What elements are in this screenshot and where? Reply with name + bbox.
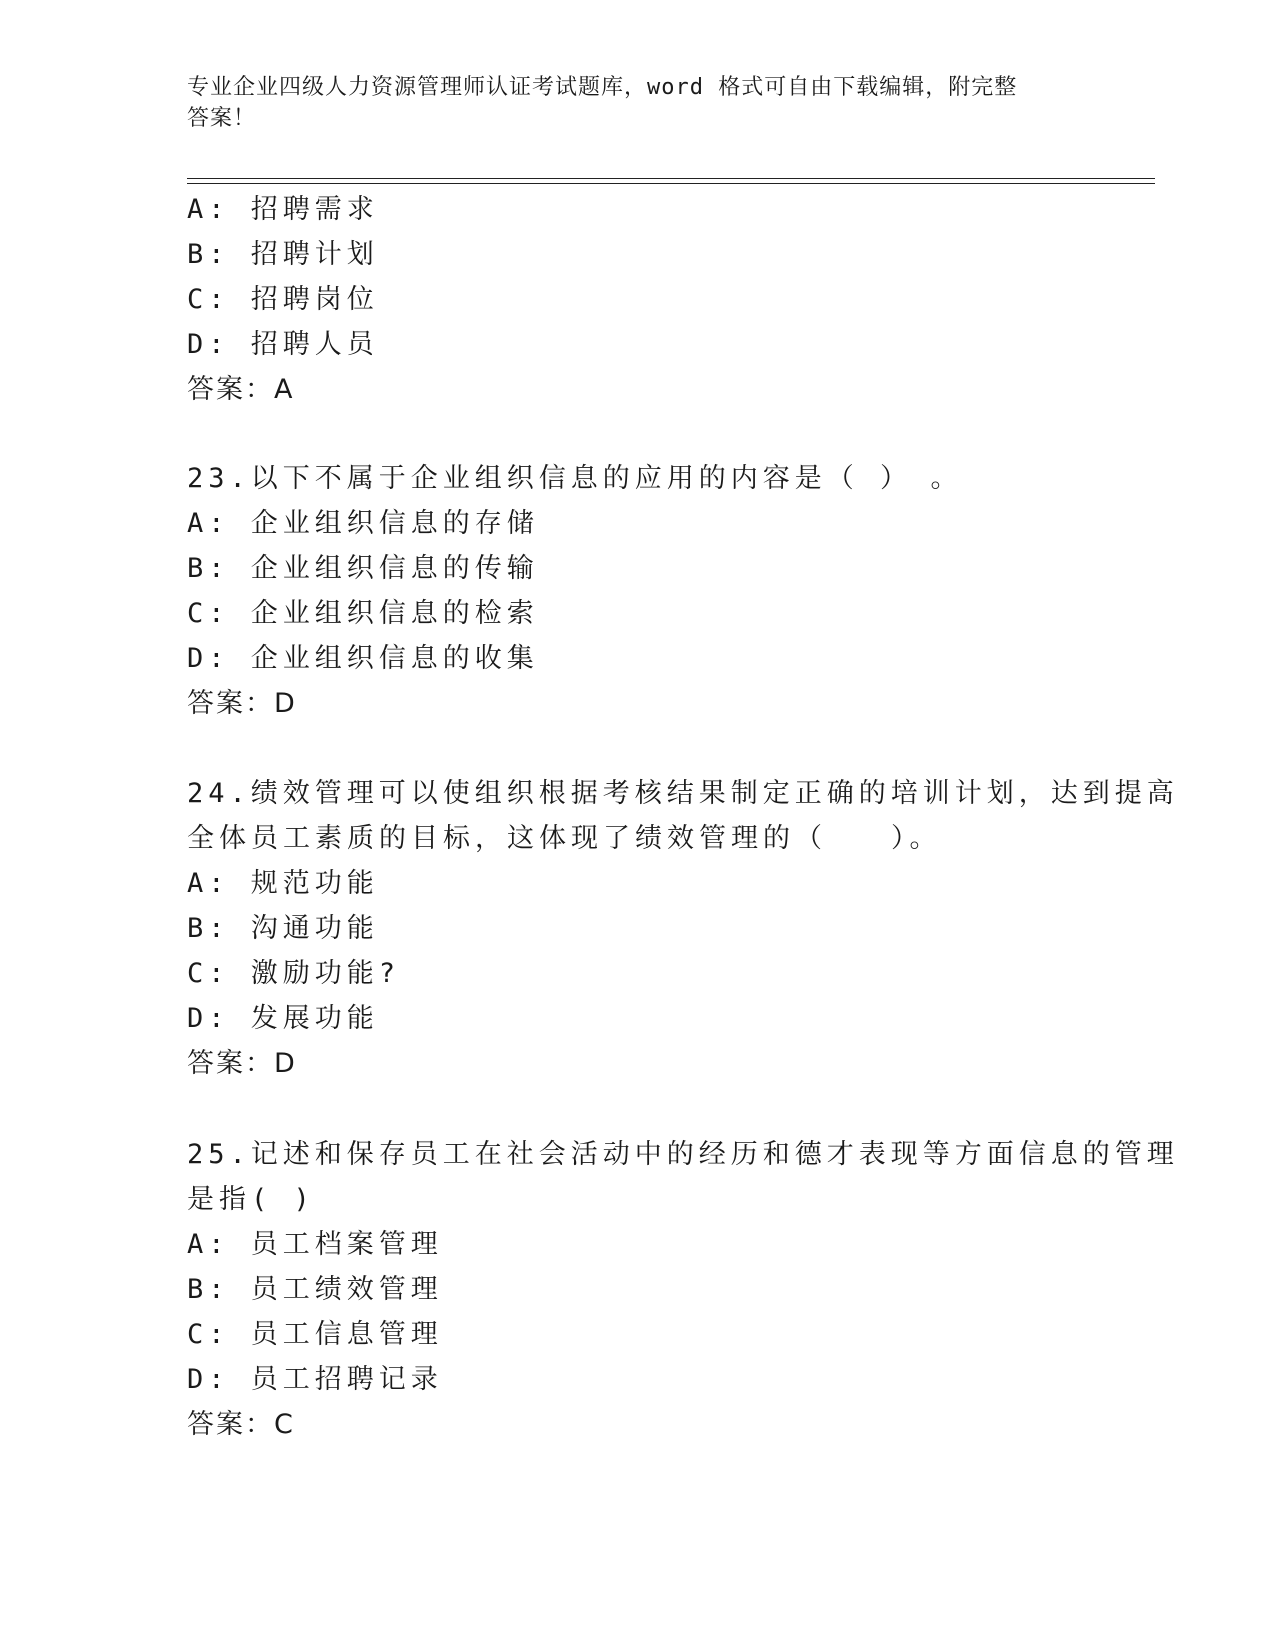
q24-option-c: C: 激励功能? bbox=[187, 958, 401, 989]
q24-option-d: D: 发展功能 bbox=[187, 1003, 379, 1034]
q25-option-c: C: 员工信息管理 bbox=[187, 1319, 443, 1350]
document-header bbox=[187, 72, 1067, 134]
q25-stem-line-1: 25.记述和保存员工在社会活动中的经历和德才表现等方面信息的管理 bbox=[187, 1139, 1179, 1170]
q23-answer: 答案：D bbox=[187, 688, 297, 719]
q22-option-d: D: 招聘人员 bbox=[187, 329, 379, 360]
q25-answer: 答案：C bbox=[187, 1409, 295, 1440]
q22-option-c: C: 招聘岗位 bbox=[187, 284, 379, 315]
q24-answer: 答案：D bbox=[187, 1048, 297, 1079]
q22-option-b: B: 招聘计划 bbox=[187, 239, 379, 270]
header-line-1: 专业企业四级人力资源管理师认证考试题库，word 格式可自由下载编辑，附完整 bbox=[187, 75, 1018, 100]
header-line-2: 答案！ bbox=[187, 106, 257, 131]
q22-option-a: A: 招聘需求 bbox=[187, 194, 379, 225]
q25-option-b: B: 员工绩效管理 bbox=[187, 1274, 443, 1305]
q25-option-d: D: 员工招聘记录 bbox=[187, 1364, 443, 1395]
q23-option-d: D: 企业组织信息的收集 bbox=[187, 643, 539, 674]
q23-option-a: A: 企业组织信息的存储 bbox=[187, 508, 539, 539]
q25-option-a: A: 员工档案管理 bbox=[187, 1229, 443, 1260]
q22-answer: 答案：A bbox=[187, 374, 295, 405]
q23-option-b: B: 企业组织信息的传输 bbox=[187, 553, 539, 584]
q24-stem-line-2: 全体员工素质的目标，这体现了绩效管理的（ ）。 bbox=[187, 823, 942, 854]
q23-stem: 23.以下不属于企业组织信息的应用的内容是（ ） 。 bbox=[187, 463, 963, 494]
q24-option-a: A: 规范功能 bbox=[187, 868, 379, 899]
header-divider-bottom bbox=[187, 183, 1155, 184]
q25-stem-line-2: 是指( ) bbox=[187, 1184, 315, 1215]
q24-option-b: B: 沟通功能 bbox=[187, 913, 379, 944]
q24-stem-line-1: 24.绩效管理可以使组织根据考核结果制定正确的培训计划，达到提高 bbox=[187, 778, 1179, 809]
q23-option-c: C: 企业组织信息的检索 bbox=[187, 598, 539, 629]
header-divider-top bbox=[187, 178, 1155, 179]
